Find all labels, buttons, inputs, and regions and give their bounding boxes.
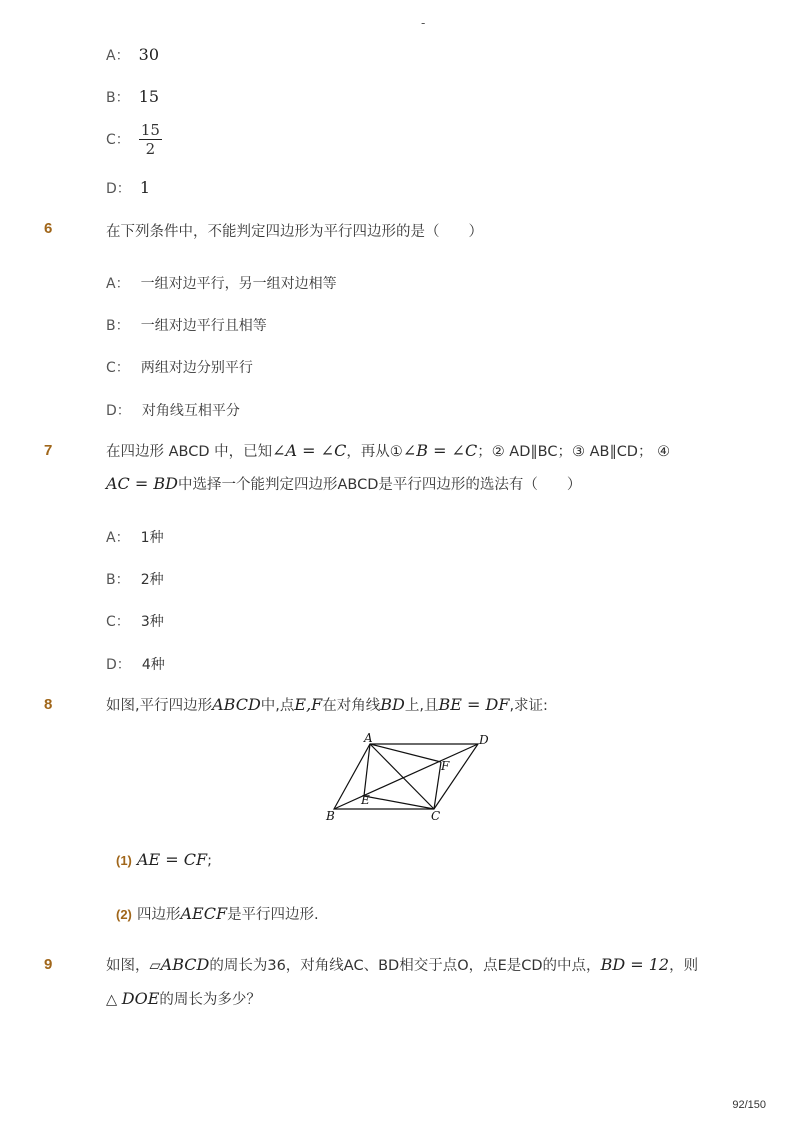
text-segment: 四边形 <box>136 907 181 923</box>
q7-option-b[interactable] <box>106 569 164 589</box>
question-number-6: 6 <box>44 220 53 237</box>
question-number-7: 7 <box>44 442 53 459</box>
q7-option-d[interactable] <box>106 654 165 674</box>
math-doe: DOE <box>121 989 160 1008</box>
q5-option-b[interactable] <box>106 87 159 107</box>
option-text: 1种 <box>140 530 164 546</box>
math-aecf: AECF <box>180 904 228 923</box>
math-angle-a-equals-c: ∠A = ∠C <box>272 441 347 460</box>
option-label: A： <box>106 530 130 546</box>
segment-ae <box>364 744 370 796</box>
question-7-line-2 <box>106 473 581 494</box>
text-segment: ；② AD∥BC；③ AB∥CD； ④ <box>477 444 671 460</box>
math-abcd: ABCD <box>160 955 210 974</box>
vertex-label-a: A <box>364 731 373 745</box>
vertex-label-b: B <box>326 809 335 823</box>
math-ae-equals-cf: AE = CF <box>136 850 208 869</box>
question-6-text: 在下列条件中，不能判定四边形为平行四边形的是（ ） <box>106 224 483 240</box>
math-abcd: ABCD <box>212 695 261 714</box>
text-segment: 如图，▱ <box>106 958 161 974</box>
point-label-f: F <box>441 759 450 773</box>
point-label-e: E <box>361 793 370 807</box>
q7-option-a[interactable] <box>106 527 164 547</box>
q8-sub-question-1 <box>116 850 212 869</box>
option-value: 30 <box>138 45 160 64</box>
option-label: C： <box>106 614 130 630</box>
option-text: 两组对边分别平行 <box>140 360 253 376</box>
segment-fc <box>434 762 441 809</box>
option-label: C： <box>106 360 130 376</box>
option-label: D： <box>106 403 131 419</box>
vertex-label-c: C <box>431 809 441 823</box>
math-bd-equals-12: BD = 12 <box>600 955 670 974</box>
text-segment: 的周长为36，对角线AC、BD相交于点O，点E是CD的中点， <box>209 958 601 974</box>
option-label: D： <box>106 657 131 673</box>
question-7-line-1 <box>106 440 670 461</box>
text-segment: 如图,平行四边形 <box>106 698 213 714</box>
question-9-line-2 <box>106 988 261 1009</box>
math-be-equals-df: BE = DF <box>438 695 510 714</box>
text-segment: ,求证: <box>509 698 548 714</box>
q5-option-c[interactable] <box>106 121 162 158</box>
text-segment: 中选择一个能判定四边形ABCD是平行四边形的选法有（ ） <box>177 477 582 493</box>
question-number-9: 9 <box>44 956 53 973</box>
segment-af <box>370 744 441 762</box>
math-angle-b-equals-c: ∠B = ∠C <box>402 441 478 460</box>
option-label: B： <box>106 572 130 588</box>
option-label: D： <box>106 181 131 197</box>
q6-option-a[interactable] <box>106 273 337 293</box>
text-segment: ; <box>207 853 213 869</box>
option-label: C： <box>106 132 130 148</box>
fraction-numerator: 15 <box>140 121 160 139</box>
q8-sub-question-2 <box>116 903 319 924</box>
text-segment: 的周长为多少？ <box>159 992 261 1008</box>
text-segment: 中,点 <box>260 698 295 714</box>
option-text: 一组对边平行，另一组对边相等 <box>140 276 337 292</box>
q5-option-a[interactable] <box>106 45 159 65</box>
question-9-line-1 <box>106 954 698 975</box>
sub-question-label: (2) <box>116 907 132 922</box>
vertex-label-d: D <box>479 733 489 747</box>
q5-option-d[interactable] <box>106 178 150 198</box>
q7-option-c[interactable] <box>106 611 164 631</box>
option-text: 2种 <box>140 572 164 588</box>
math-e-f: E,F <box>294 695 323 714</box>
option-text: 4种 <box>141 657 165 673</box>
text-segment: 是平行四边形. <box>227 907 319 923</box>
option-text: 一组对边平行且相等 <box>140 318 267 334</box>
text-segment: ，再从① <box>346 444 403 460</box>
text-segment: 在四边形 ABCD 中，已知 <box>106 444 273 460</box>
parallelogram-figure <box>320 730 500 825</box>
option-label: B： <box>106 90 130 106</box>
q6-option-c[interactable] <box>106 357 253 377</box>
text-segment: △ <box>106 992 122 1008</box>
q6-option-d[interactable] <box>106 400 240 420</box>
option-label: A： <box>106 48 130 64</box>
option-text: 3种 <box>140 614 164 630</box>
option-label: B： <box>106 318 130 334</box>
header-mark: - <box>421 16 426 30</box>
option-text: 对角线互相平分 <box>141 403 240 419</box>
q6-option-b[interactable] <box>106 315 267 335</box>
question-8-text <box>106 694 548 715</box>
page-number: 92/150 <box>732 1099 766 1111</box>
question-number-8: 8 <box>44 696 53 713</box>
math-ac-equals-bd: AC = BD <box>106 474 178 493</box>
math-bd: BD <box>380 695 405 714</box>
fraction-denominator: 2 <box>145 140 156 158</box>
fraction <box>139 121 162 158</box>
sub-question-label: (1) <box>116 853 132 868</box>
option-value: 1 <box>139 178 151 197</box>
option-label: A： <box>106 276 130 292</box>
text-segment: 在对角线 <box>322 698 381 714</box>
text-segment: 上,且 <box>404 698 439 714</box>
option-value: 15 <box>138 87 160 106</box>
text-segment: ，则 <box>669 958 699 974</box>
